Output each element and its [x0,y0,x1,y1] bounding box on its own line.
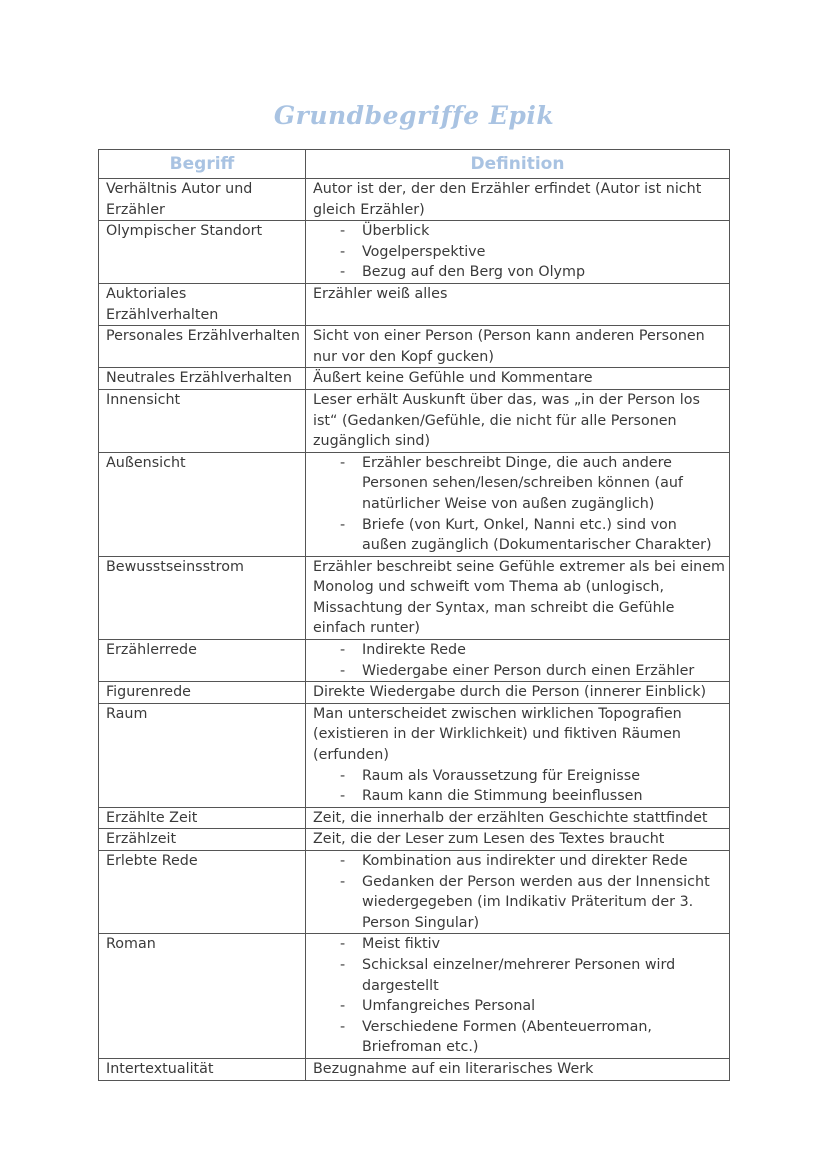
term-cell: Erzählerrede [99,640,306,682]
header-term: Begriff [99,150,306,179]
definition-cell [306,807,730,829]
definition-bullet: - Raum als Voraussetzung für Ereignisse [313,766,725,787]
table-row [99,807,730,829]
definition-bullet-list [313,640,725,681]
header-definition: Definition [306,150,730,179]
definition-bullet: - Überblick [313,221,725,242]
definition-cell [306,221,730,284]
definition-bullet-list [313,766,725,807]
term-cell: Erlebte Rede [99,851,306,934]
definition-cell [306,389,730,452]
definition-text: Leser erhält Auskunft über das, was „in der Person los ist“ (Gedanken/Gefühle, die nicht für alle Personen zugänglich sind) [313,391,700,450]
term-cell: Personales Erzählverhalten [99,326,306,368]
definition-bullet: - Briefe (von Kurt, Onkel, Nanni etc.) sind von außen zugänglich (Dokumentarischer Charakter) [313,515,725,556]
definition-bullet: - Schicksal einzelner/mehrerer Personen wird dargestellt [313,955,725,996]
term-cell: Erzählzeit [99,829,306,851]
term-cell: Olympischer Standort [99,221,306,284]
table-row [99,682,730,704]
definition-bullet: - Kombination aus indirekter und direkter Rede [313,851,725,872]
definition-bullet: - Meist fiktiv [313,934,725,955]
definition-bullet: - Bezug auf den Berg von Olymp [313,262,725,283]
table-row [99,389,730,452]
term-cell: Intertextualität [99,1058,306,1080]
definition-bullet-list [313,851,725,933]
definition-cell [306,640,730,682]
table-row [99,934,730,1059]
term-cell: Erzählte Zeit [99,807,306,829]
table-header-row [99,150,730,179]
definition-bullet: - Gedanken der Person werden aus der Innensicht wiedergegeben (im Indikativ Präteritum der 3. Person Singular) [313,872,725,934]
definition-text: Bezugnahme auf ein literarisches Werk [313,1060,594,1077]
definition-cell [306,934,730,1059]
definition-text: Erzähler beschreibt seine Gefühle extremer als bei einem Monolog und schweift vom Thema ab (unlogisch, Missachtung der Syntax, man schreibt die Gefühle einfach runter) [313,558,725,637]
definition-cell [306,556,730,639]
definition-bullet: - Vogelperspektive [313,242,725,263]
definition-bullet: - Indirekte Rede [313,640,725,661]
table-row [99,1058,730,1080]
term-cell: Auktoriales Erzählverhalten [99,283,306,325]
term-cell: Außensicht [99,452,306,556]
term-cell: Roman [99,934,306,1059]
definition-text: Zeit, die der Leser zum Lesen des Textes braucht [313,831,665,848]
definition-text: Autor ist der, der den Erzähler erfindet (Autor ist nicht gleich Erzähler) [313,181,702,218]
table-row [99,703,730,807]
definition-cell [306,368,730,390]
table-row [99,368,730,390]
glossary-table [98,149,730,1081]
definition-text: Äußert keine Gefühle und Kommentare [313,370,593,387]
term-cell: Neutrales Erzählverhalten [99,368,306,390]
definition-bullet-list [313,934,725,1058]
page-title: Grundbegriffe Epik [273,101,555,130]
definition-bullet-list [313,453,725,556]
table-row [99,829,730,851]
table-row [99,851,730,934]
table-row [99,179,730,221]
definition-cell [306,283,730,325]
definition-text: Sicht von einer Person (Person kann anderen Personen nur vor den Kopf gucken) [313,328,705,365]
table-row [99,221,730,284]
definition-cell [306,829,730,851]
definition-cell [306,452,730,556]
table-row [99,326,730,368]
term-cell: Raum [99,703,306,807]
definition-bullet-list [313,221,725,283]
definition-bullet: - Verschiedene Formen (Abenteuerroman, Briefroman etc.) [313,1017,725,1058]
term-cell: Bewusstseinsstrom [99,556,306,639]
definition-cell [306,851,730,934]
definition-cell [306,326,730,368]
definition-cell [306,179,730,221]
definition-text: Man unterscheidet zwischen wirklichen Topografien (existieren in der Wirklichkeit) und fiktiven Räumen (erfunden) [313,705,682,764]
table-row [99,640,730,682]
definition-text: Zeit, die innerhalb der erzählten Geschichte stattfindet [313,809,708,826]
table-row [99,283,730,325]
table-body [99,179,730,1081]
definition-text: Direkte Wiedergabe durch die Person (innerer Einblick) [313,684,707,701]
table-row [99,452,730,556]
definition-bullet: - Raum kann die Stimmung beeinflussen [313,786,725,807]
definition-cell [306,703,730,807]
definition-cell [306,1058,730,1080]
definition-bullet: - Umfangreiches Personal [313,996,725,1017]
table-row [99,556,730,639]
definition-bullet: - Wiedergabe einer Person durch einen Erzähler [313,661,725,682]
definition-bullet: - Erzähler beschreibt Dinge, die auch andere Personen sehen/lesen/schreiben können (auf natürlicher Weise von außen zugänglich) [313,453,725,515]
definition-cell [306,682,730,704]
definition-text: Erzähler weiß alles [313,285,448,302]
term-cell: Figurenrede [99,682,306,704]
term-cell: Verhältnis Autor und Erzähler [99,179,306,221]
term-cell: Innensicht [99,389,306,452]
